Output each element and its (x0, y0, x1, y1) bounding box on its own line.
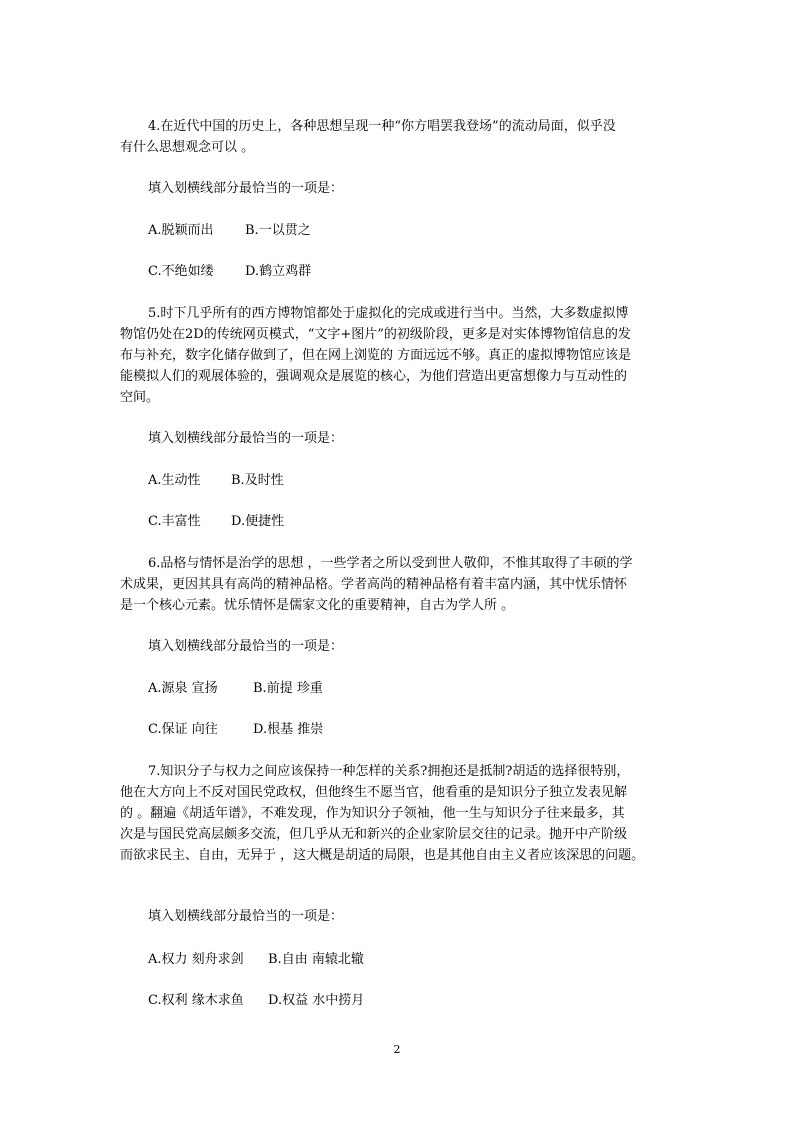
q5-option-c (148, 512, 201, 532)
option-label: A. (148, 223, 162, 238)
option-label: C. (148, 722, 162, 737)
q6-stem-line-1: 6.品格与情怀是治学的思想 ，一些学者之所以受到世人敬仰，不惟其取得了丰硕的学 (148, 556, 633, 571)
option-label: B. (253, 681, 267, 696)
option-text: 一以贯之 (258, 223, 311, 238)
option-label: C. (148, 264, 162, 279)
q6-option-b (253, 679, 323, 699)
q7-option-c (148, 991, 244, 1011)
q4-option-d (245, 262, 311, 282)
option-text: 权利 缘木求鱼 (161, 993, 244, 1008)
option-label: D. (245, 264, 260, 279)
q7-stem-line-2: 他在大方向上不反对国民党政权，但他终生不愿当官，他看重的是知识分子独立发表见解 (120, 785, 628, 800)
q7-stem-line-4: 次是与国民党高层颇多交流，但几乎从无和新兴的企业家阶层交往的记录。抛开中产阶级 (120, 827, 628, 842)
option-label: D. (268, 993, 283, 1008)
q5-stem-line-4: 能模拟人们的观展体验的，强调观众是展览的核心，为他们营造出更富想像力与互动性的 (120, 369, 628, 384)
option-text: 不绝如缕 (161, 264, 214, 279)
q7-option-d (268, 991, 364, 1011)
q5-stem-line-3: 布与补充，数字化储存做到了，但在网上浏览的 方面远远不够。真正的虚拟博物馆应该是 (120, 348, 632, 363)
q5-stem-line-2: 物馆仍处在2D的传统网页模式，“文字+图片”的初级阶段，更多是对实体博物馆信息的发 (120, 327, 631, 342)
option-text: 前提 珍重 (266, 681, 323, 696)
option-text: 保证 向往 (161, 722, 218, 737)
q4-option-a (148, 221, 214, 241)
q7-stem-line-3: 的 。翻遍《胡适年谱》，不难发现，作为知识分子领袖，他一生与知识分子往来最多，其 (120, 806, 625, 821)
q7-prompt: 填入划横线部分最恰当的一项是： (148, 909, 344, 924)
option-label: C. (148, 514, 162, 529)
q6-stem-line-2: 术成果，更因其具有高尚的精神品格。学者高尚的精神品格有着丰富内涵，其中忧乐情怀 (120, 577, 628, 592)
option-text: 鹤立鸡群 (259, 264, 312, 279)
option-label: B. (268, 952, 282, 967)
option-label: D. (253, 722, 268, 737)
page-number: 2 (393, 1043, 401, 1056)
option-text: 自由 南辕北辙 (281, 952, 364, 967)
option-text: 源泉 宣扬 (161, 681, 218, 696)
option-text: 脱颖而出 (161, 223, 214, 238)
q6-option-d (253, 720, 323, 740)
q4-prompt: 填入划横线部分最恰当的一项是： (148, 181, 344, 196)
option-label: A. (148, 952, 162, 967)
q4-option-c (148, 262, 214, 282)
option-text: 权力 刻舟求剑 (161, 952, 244, 967)
q5-option-a (148, 471, 201, 491)
q4-option-b (245, 221, 311, 241)
option-text: 根基 推崇 (267, 722, 324, 737)
option-label: D. (231, 514, 246, 529)
option-label: A. (148, 473, 162, 488)
q6-stem-line-3: 是一个核心元素。忧乐情怀是儒家文化的重要精神，自古为学人所 。 (120, 598, 515, 613)
option-text: 生动性 (161, 473, 201, 488)
option-label: A. (148, 681, 162, 696)
q7-option-b (268, 950, 364, 970)
option-text: 及时性 (244, 473, 284, 488)
q4-stem-line-1: 4.在近代中国的历史上，各种思想呈现一种“你方唱罢我登场”的流动局面，似乎没 (148, 119, 616, 134)
q7-stem-line-1: 7.知识分子与权力之间应该保持一种怎样的关系?拥抱还是抵制?胡适的选择很特别， (148, 764, 630, 779)
q6-option-a (148, 679, 218, 699)
option-label: C. (148, 993, 162, 1008)
option-text: 便捷性 (245, 514, 285, 529)
q5-option-d (231, 512, 284, 532)
option-text: 丰富性 (161, 514, 201, 529)
q7-option-a (148, 950, 244, 970)
q5-stem-line-5: 空间。 (120, 390, 160, 405)
q5-option-b (231, 471, 284, 491)
q5-prompt: 填入划横线部分最恰当的一项是： (148, 431, 344, 446)
option-label: B. (245, 223, 259, 238)
q6-option-c (148, 720, 218, 740)
option-label: B. (231, 473, 245, 488)
q6-prompt: 填入划横线部分最恰当的一项是： (148, 639, 344, 654)
option-text: 权益 水中捞月 (282, 993, 365, 1008)
q5-stem-line-1: 5.时下几乎所有的西方博物馆都处于虚拟化的完成或进行当中。当然，大多数虚拟博 (148, 306, 629, 321)
q4-stem-line-2: 有什么思想观念可以 。 (120, 140, 255, 155)
q7-stem-line-5: 而欲求民主、自由，无异于 ，这大概是胡适的局限，也是其他自由主义者应该深思的问题。 (120, 848, 645, 863)
